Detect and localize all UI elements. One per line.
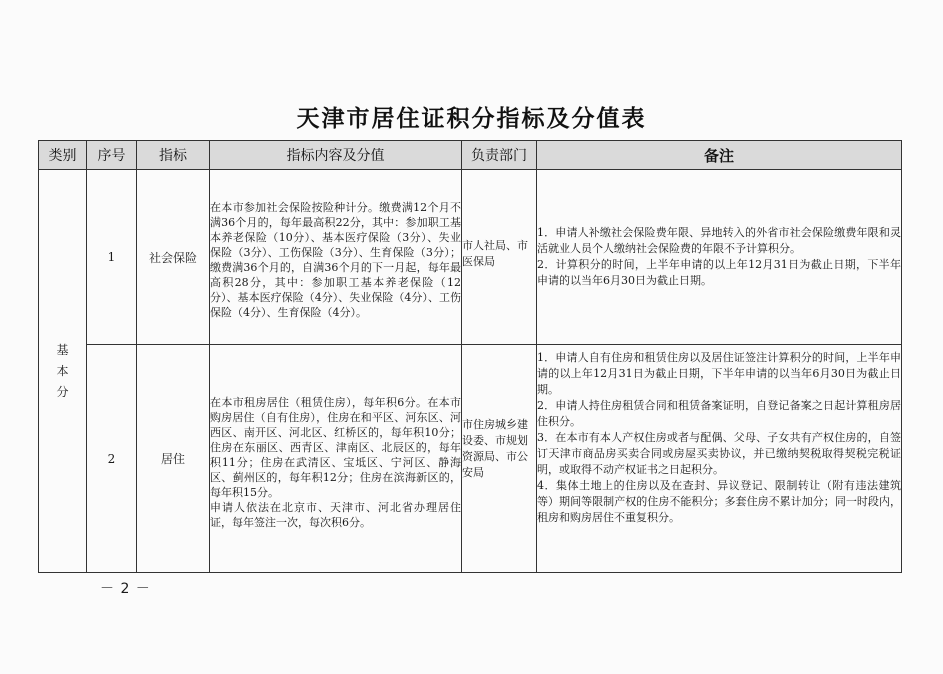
index-no-cell: 1 (87, 170, 137, 345)
note-item: 4．集体土地上的住房以及在查封、异议登记、限制转让（附有违法建筑等）期间等限制产权的住房不能积分；多套住房不累计加分；同一时段内，租房和购房居住不重复积分。 (537, 479, 901, 524)
note-item: 1．申请人自有住房和租赁住房以及居住证签注计算积分的时间，上半年申请的以上年12月31日为截止日期，下半年申请的以当年6月30日为截止日期。 (537, 351, 901, 396)
content-cell (210, 345, 462, 573)
department-cell: 市人社局、市医保局 (462, 170, 537, 345)
header-notes: 备注 (537, 141, 902, 170)
category-cell (39, 170, 87, 573)
note-item: 1．申请人补缴社会保险费年限、异地转入的外省市社会保险缴费年限和灵活就业人员个人缴纳社会保险费的年限不予计算积分。 (537, 226, 901, 255)
notes-cell (537, 170, 902, 345)
header-index-no: 序号 (87, 141, 137, 170)
indicator-cell: 居住 (137, 345, 210, 573)
notes-cell (537, 345, 902, 573)
table-row (39, 345, 902, 573)
table-header-row (39, 141, 902, 170)
header-content: 指标内容及分值 (210, 141, 462, 170)
content-paragraph: 在本市租房居住（租赁住房），每年积6分。在本市购房居住（自有住房），住房在和平区、河东区、河西区、南开区、河北区、红桥区的，每年积10分；住房在东丽区、西青区、津南区、北辰区的，每年积11分；住房在武清区、宝坻区、宁河区、静海区、蓟州区的，每年积12分；住房在滨海新区的，每年积15分。 (210, 396, 461, 499)
category-char: 本 (56, 363, 69, 378)
header-indicator: 指标 (137, 141, 210, 170)
header-department: 负责部门 (462, 141, 537, 170)
index-no-cell: 2 (87, 345, 137, 573)
indicator-cell: 社会保险 (137, 170, 210, 345)
document-title: 天津市居住证积分指标及分值表 (296, 106, 647, 132)
note-item: 2．申请人持住房租赁合同和租赁备案证明，自登记备案之日起计算租房居住积分。 (537, 399, 901, 428)
note-item: 3．在本市有本人产权住房或者与配偶、父母、子女共有产权住房的，自签订天津市商品房买卖合同或房屋买卖协议，并已缴纳契税取得契税完税证明，或取得不动产权证书之日起积分。 (537, 431, 901, 476)
category-char: 分 (56, 384, 69, 399)
score-table (38, 140, 902, 573)
content-paragraph: 申请人依法在北京市、天津市、河北省办理居住证，每年签注一次，每次积6分。 (210, 501, 461, 529)
department-cell: 市住房城乡建设委、市规划资源局、市公安局 (462, 345, 537, 573)
table-row (39, 170, 902, 345)
page-number: － 2 － (100, 581, 151, 597)
content-cell: 在本市参加社会保险按险种计分。缴费满12个月不满36个月的，每年最高积22分，其中：参加职工基本养老保险（10分）、基本医疗保险（3分）、失业保险（3分）、工伤保险（3分）、生育保险（3分）；缴费满36个月的，自满36个月的下一月起，每年最高积28分，其中：参加职工基本养老保险（12分）、基本医疗保险（4分）、失业保险（4分）、工伤保险（4分）、生育保险（4分）。 (210, 170, 462, 345)
note-item: 2．计算积分的时间，上半年申请的以上年12月31日为截止日期，下半年申请的以当年6月30日为截止日期。 (537, 258, 901, 287)
category-char: 基 (56, 342, 69, 357)
header-category: 类别 (39, 141, 87, 170)
